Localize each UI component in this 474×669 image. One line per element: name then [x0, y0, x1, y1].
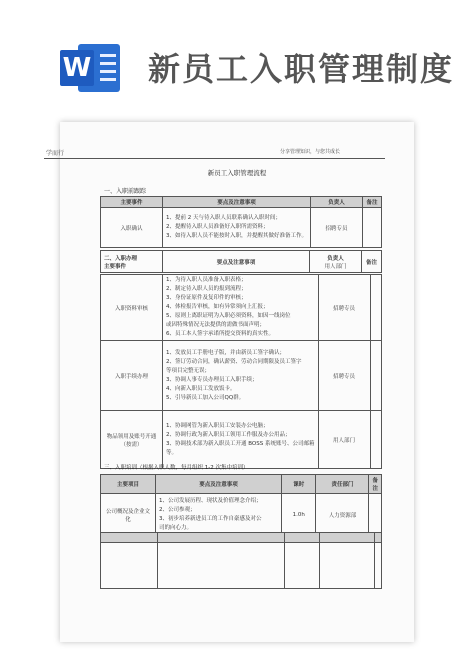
header-divider — [44, 158, 385, 159]
col-header: 备注 — [363, 197, 382, 208]
col-header: 要点及注意事项 — [155, 475, 281, 494]
word-doc-icon: W — [60, 42, 122, 94]
table-pre-onboarding — [100, 196, 382, 248]
points-list: 1、发放员工手册电子版，并由新员工签字确认； 2、签订劳动合同，确认薪资、劳动合同期限及员工签字 等项目完整无误； 3、协调人事专员办理员工入职手续； 4、向新入职员工发放饭卡。 5、引导新员工加入公司QQ群。 — [163, 341, 319, 411]
points-list: 1、公司发展历程、现状及价值理念介绍； 2、公司参观； 3、初步培养新进员工的工作自豪感及对公 司的向心力。 — [155, 494, 281, 536]
col-header: 主要项目 — [101, 475, 156, 494]
section-2-header: 二、入职办理 主要事件 要点及注意事项 负责人 用人部门 备注 — [100, 250, 382, 273]
col-header: 课时 — [282, 475, 316, 494]
points-list: 1、协调网管为新入职员工安装办公电脑； 2、协调行政为新入职员工领用工作服及办公用品； 3、协调技术部为新入职员工开通 BOSS 系统账号、公司邮箱 等。 — [163, 411, 319, 469]
table-onboarding — [100, 274, 382, 469]
table-row: 入职资料审核 1、为待入职人员准备入职表格； 2、制定待入职人员的报到流程； 3、身份证原件及复印件的审核； 4、体检报告审核，如有异常须向上汇报； 5、原则上离职证明为入职必须资料，如因一线岗位 或因特殊情况无法提供的需做书面声明； 6、员工本人签字承诺所提交资料的真实性。 招聘专员 — [101, 275, 382, 341]
document-title: 新员工入职管理流程 — [207, 169, 267, 177]
table-row: 入职手续办理 1、发放员工手册电子版，并由新员工签字确认； 2、签订劳动合同，确认薪资、劳动合同期限及员工签字 等项目完整无误； 3、协调人事专员办理员工入职手续； 4、向新入职员工发放饭卡。 5、引导新员工加入公司QQ群。 招聘专员 — [101, 341, 382, 411]
col-header: 主要事件 — [101, 197, 163, 208]
points-list: 1、为待入职人员准备入职表格； 2、制定待入职人员的报到流程； 3、身份证原件及复印件的审核； 4、体检报告审核，如有异常须向上汇报； 5、原则上离职证明为入职必须资料，如因一线岗位 或因特殊情况无法提供的需做书面声明； 6、员工本人签字承诺所提交资料的真实性。 — [163, 275, 319, 341]
col-header: 要点及注意事项 — [163, 197, 311, 208]
header-left: 学而行 — [46, 150, 65, 157]
points-list: 1、提前 2 天与待入职人员联系确认入职时间； 2、提醒待入职人员准备好入职所需资料； 3、如待入职人员不能按时入职，并提醒其做好准备工作。 — [163, 208, 311, 248]
table-row: 入职确认 1、提前 2 天与待入职人员联系确认入职时间； 2、提醒待入职人员准备好入职所需资料； 3、如待入职人员不能按时入职，并提醒其做好准备工作。 招聘专员 — [101, 208, 382, 248]
table-row: 公司概况及企业文化 1、公司发展历程、现状及价值理念介绍； 2、公司参观； 3、初步培养新进员工的工作自豪感及对公 司的向心力。 1.0h 人力资源部 — [101, 494, 382, 536]
section-2-heading: 二、入职办理 — [104, 255, 138, 262]
section-3-heading: 三、入职培训（根据入职人数，每月组织 1-2 次集中培训） — [104, 465, 249, 471]
col-header: 责任部门 — [316, 475, 369, 494]
banner-title: 新员工入职管理制度 — [148, 50, 455, 88]
col-header: 备注 — [369, 475, 382, 494]
table-row: 物品领用及账号开通（按需） 1、协调网管为新入职员工安装办公电脑； 2、协调行政为新入职员工领用工作服及办公用品； 3、协调技术部为新入职员工开通 BOSS 系统账号、公司邮箱 等。 用人部门 — [101, 411, 382, 469]
section-1-heading: 一、入职前跟踪 — [104, 188, 147, 195]
header-right: 分享管理知识，与您共成长 — [280, 149, 341, 155]
banner — [0, 0, 474, 110]
table-training — [100, 474, 382, 536]
col-header: 负责人 — [311, 197, 363, 208]
blank-table — [100, 532, 382, 589]
